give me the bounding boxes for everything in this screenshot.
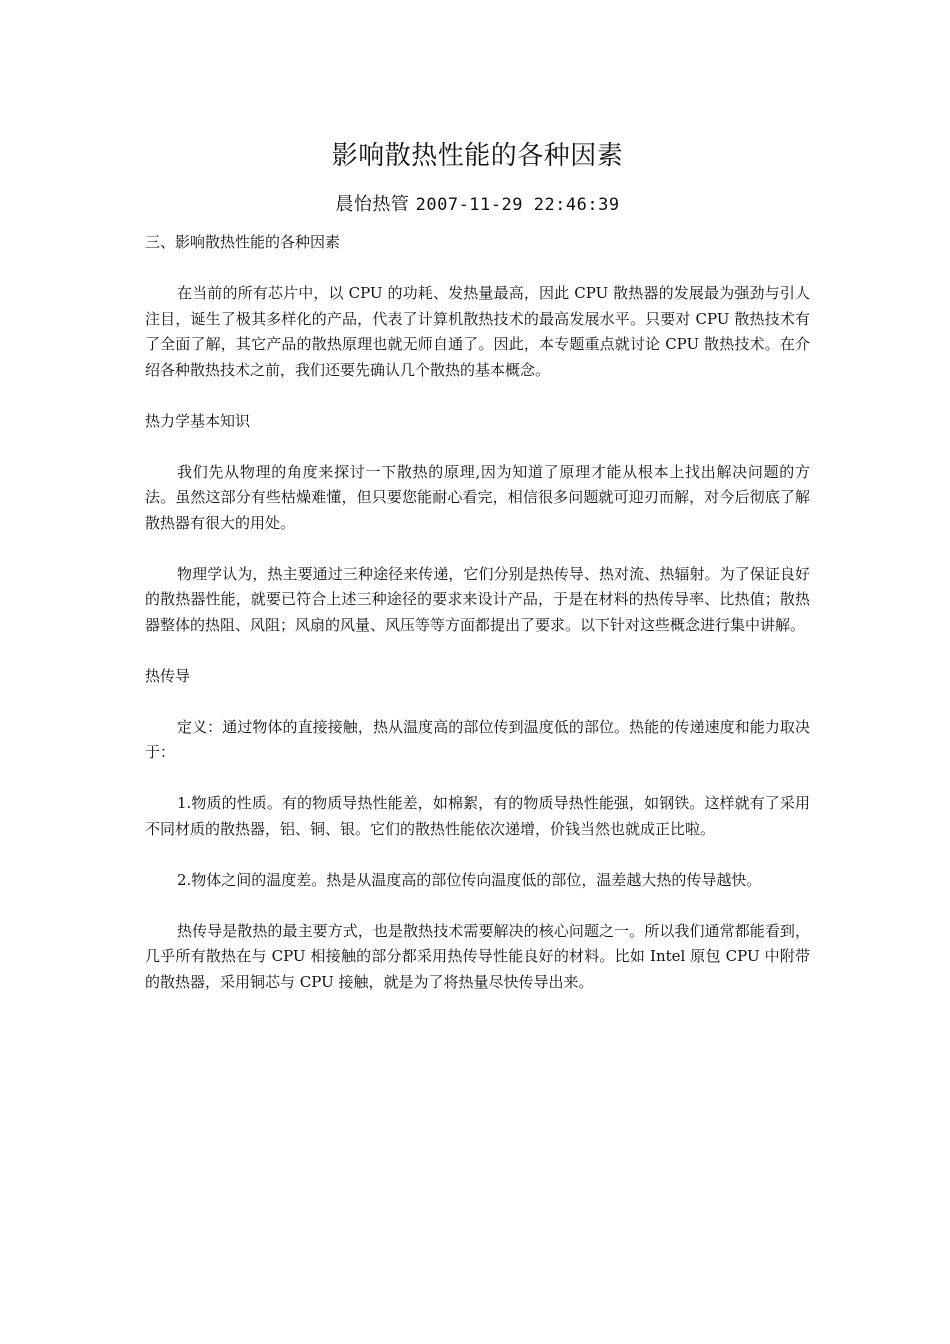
body-paragraph: 2.物体之间的温度差。热是从温度高的部位传向温度低的部位，温差越大热的传导越快。 <box>177 870 762 889</box>
body-paragraph: 我们先从物理的角度来探讨一下散热的原理,因为知道了原理才能从根本上找出解决问题的方法。虽然这部分有些枯燥难懂，但只要您能耐心看完，相信很多问题就可迎刃而解，对今后彻底了解散热器有很大的用处。 <box>145 462 810 532</box>
body-paragraph: 在当前的所有芯片中，以 CPU 的功耗、发热量最高，因此 CPU 散热器的发展最为强劲与引人注目，诞生了极其多样化的产品，代表了计算机散热技术的最高发展水平。只要对 CPU 散热技术有了全面了解，其它产品的散热原理也就无师自通了。因此，本专题重点就讨论 CPU 散热技术。在介绍各种散热技术之前，我们还要先确认几个散热的基本概念。 <box>145 284 810 379</box>
section-heading: 热力学基本知识 <box>145 411 251 430</box>
author-name: 晨怡热管 <box>335 194 410 215</box>
document-page <box>145 138 810 995</box>
body-paragraph: 热传导是散热的最主要方式，也是散热技术需要解决的核心问题之一。所以我们通常都能看到，几乎所有散热在与 CPU 相接触的部分都采用热传导性能良好的材料。比如 Intel 原包 CPU 中附带的散热器，采用铜芯与 CPU 接触，就是为了将热量尽快传导出来。 <box>145 921 810 991</box>
body-paragraph: 物理学认为，热主要通过三种途径来传递，它们分别是热传导、热对流、热辐射。为了保证良好的散热器性能，就要已符合上述三种途径的要求来设计产品，于是在材料的热传导率、比热值；散热器整体的热阻、风阻；风扇的风量、风压等等方面都提出了要求。以下针对这些概念进行集中讲解。 <box>145 564 810 634</box>
body-paragraph: 1.物质的性质。有的物质导热性能差，如棉絮，有的物质导热性能强，如钢铁。这样就有了采用不同材质的散热器，铝、铜、银。它们的散热性能依次递增，价钱当然也就成正比啦。 <box>145 794 810 838</box>
body-paragraph: 定义：通过物体的直接接触，热从温度高的部位传到温度低的部位。热能的传递速度和能力取决于： <box>145 717 810 761</box>
section-heading: 热传导 <box>145 666 191 685</box>
document-body <box>145 230 810 995</box>
document-title: 影响散热性能的各种因素 <box>331 141 624 171</box>
document-byline <box>145 192 810 218</box>
section-heading: 三、影响散热性能的各种因素 <box>145 233 341 251</box>
publish-datetime: 2007-11-29 22:46:39 <box>415 195 620 215</box>
